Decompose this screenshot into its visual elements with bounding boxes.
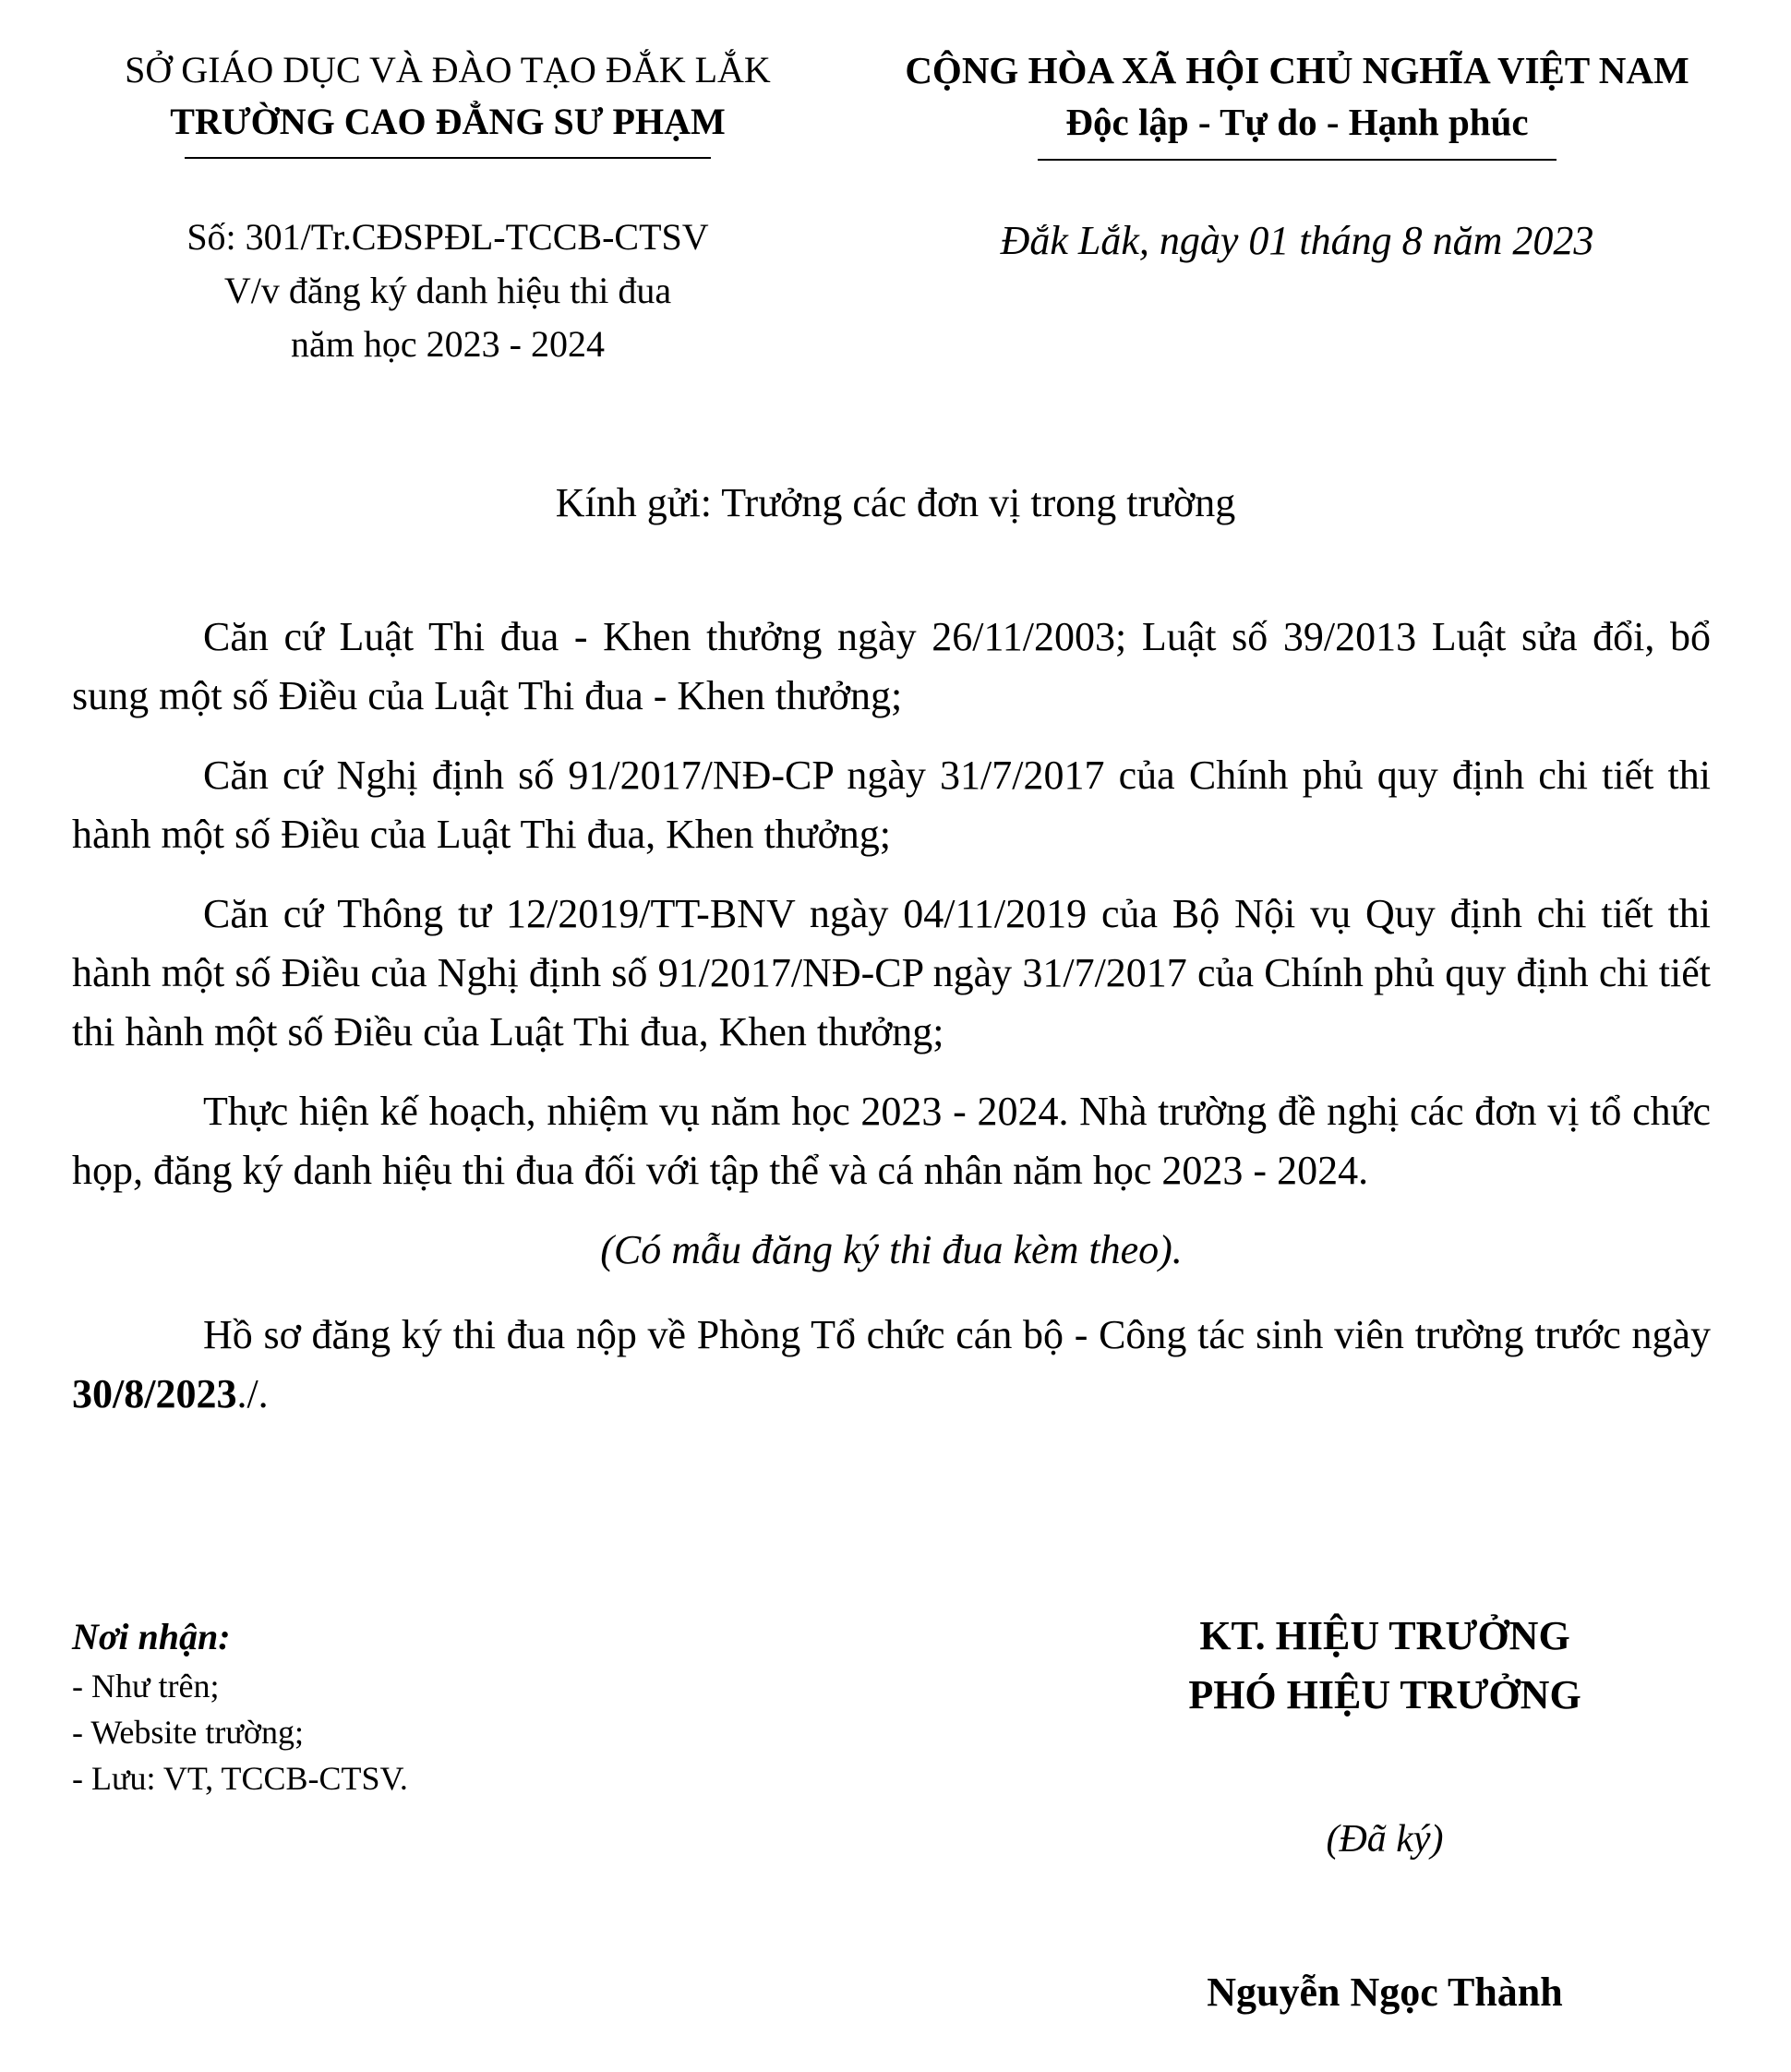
submission-text: Hồ sơ đăng ký thi đua nộp về Phòng Tổ chức cán bộ - Công tác sinh viên trường trước ngày <box>203 1312 1711 1357</box>
distribution-item: - Website trường; <box>72 1714 304 1751</box>
closing-mark: ./. <box>236 1371 269 1416</box>
signer-title-1: KT. HIỆU TRƯỞNG <box>1199 1613 1570 1658</box>
national-motto: Độc lập - Tự do - Hạnh phúc <box>1065 101 1529 143</box>
document-subject-line-2: năm học 2023 - 2024 <box>291 323 605 365</box>
addressee: Kính gửi: Trưởng các đơn vị trong trường <box>555 480 1236 525</box>
distribution-item: - Như trên; <box>72 1668 220 1705</box>
issuer-underline <box>185 157 711 159</box>
signer-title-2: PHÓ HIỆU TRƯỞNG <box>1188 1672 1581 1717</box>
signer-name: Nguyễn Ngọc Thành <box>1207 1970 1563 2015</box>
body-paragraph-3: Căn cứ Thông tư 12/2019/TT-BNV ngày 04/11/2019 của Bộ Nội vụ Quy định chi tiết thi hành một số Điều của Nghị định số 91/2017/NĐ-CP ngày 31/7/2017 của Chính phủ quy định chi tiết thi hành một số Điều của Luật Thi đua, Khen thưởng; <box>72 891 1711 1054</box>
signature-block <box>1052 1607 1717 2020</box>
signed-mark: (Đã ký) <box>1326 1818 1444 1861</box>
department-name: SỞ GIÁO DỤC VÀ ĐÀO TẠO ĐẮK LẮK <box>125 49 771 90</box>
school-name: TRƯỜNG CAO ĐẲNG SƯ PHẠM <box>170 101 726 142</box>
body-paragraph-1: Căn cứ Luật Thi đua - Khen thưởng ngày 26/11/2003; Luật số 39/2013 Luật sửa đổi, bổ sung một số Điều của Luật Thi đua - Khen thưởng; <box>72 614 1711 718</box>
distribution-list <box>72 1611 718 1801</box>
document-subject-line-1: V/v đăng ký danh hiệu thi đua <box>223 270 672 311</box>
issuer-header <box>55 44 840 159</box>
document-date: Đắk Lắk, ngày 01 tháng 8 năm 2023 <box>1000 218 1594 263</box>
body-paragraph-5 <box>72 1306 1711 1424</box>
submission-deadline: 30/8/2023 <box>72 1371 237 1416</box>
document-body <box>72 608 1711 1444</box>
document-number: Số: 301/Tr.CĐSPĐL-TCCB-CTSV <box>186 216 709 258</box>
body-paragraph-4: Thực hiện kế hoạch, nhiệm vụ năm học 2023 - 2024. Nhà trường đề nghị các đơn vị tổ chức họp, đăng ký danh hiệu thi đua đối với tập thể và cá nhân năm học 2023 - 2024. <box>72 1089 1711 1193</box>
body-paragraph-2: Căn cứ Nghị định số 91/2017/NĐ-CP ngày 31/7/2017 của Chính phủ quy định chi tiết thi hành một số Điều của Luật Thi đua, Khen thưởng; <box>72 753 1711 857</box>
motto-underline <box>1038 159 1557 161</box>
distribution-item: - Lưu: VT, TCCB-CTSV. <box>72 1760 408 1797</box>
distribution-title: Nơi nhận: <box>72 1616 231 1657</box>
national-header <box>859 44 1736 161</box>
document-reference <box>55 211 840 371</box>
attachment-note: (Có mẫu đăng ký thi đua kèm theo). <box>600 1227 1183 1272</box>
nation-title: CỘNG HÒA XÃ HỘI CHỦ NGHĨA VIỆT NAM <box>905 49 1689 91</box>
